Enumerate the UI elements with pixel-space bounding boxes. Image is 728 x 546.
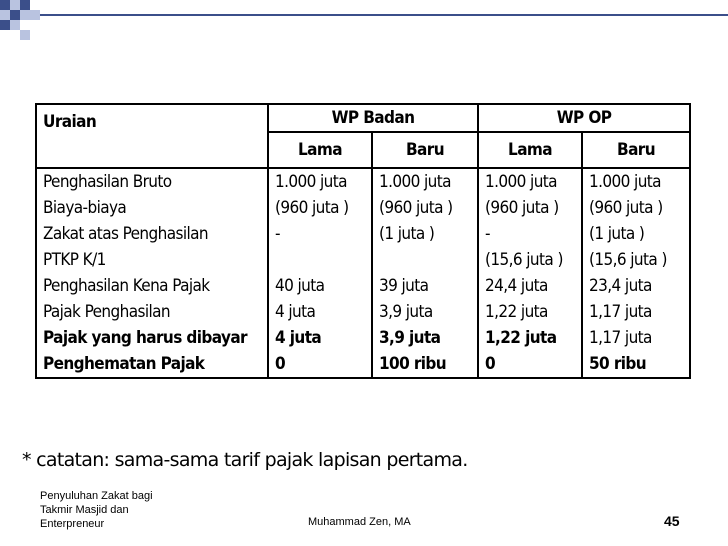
row-label: Pajak yang harus dibayar <box>36 325 268 351</box>
footer-author: Muhammad Zen, MA <box>308 516 411 528</box>
row-value: 0 <box>478 351 582 378</box>
row-value: 40 juta <box>268 273 372 299</box>
footnote: * catatan: sama-sama tarif pajak lapisan pertama. <box>22 449 468 471</box>
row-label: Zakat atas Penghasilan <box>36 221 268 247</box>
row-value: (1 juta ) <box>582 221 690 247</box>
row-value: 1.000 juta <box>268 168 372 195</box>
table-row <box>36 168 690 195</box>
table-body <box>36 168 690 378</box>
header-op-lama: Lama <box>478 132 582 168</box>
row-value: 0 <box>268 351 372 378</box>
table-row <box>36 299 690 325</box>
footer-course-line: Takmir Masjid dan <box>40 504 129 516</box>
row-value: 4 juta <box>268 325 372 351</box>
row-value: 1,17 juta <box>582 325 690 351</box>
row-value: 100 ribu <box>372 351 478 378</box>
header-uraian: Uraian <box>36 104 268 168</box>
table-row <box>36 325 690 351</box>
row-value: 39 juta <box>372 273 478 299</box>
table-row <box>36 351 690 378</box>
row-value: 1,22 juta <box>478 299 582 325</box>
slide-decoration <box>0 0 60 40</box>
table-row <box>36 247 690 273</box>
row-value: 24,4 juta <box>478 273 582 299</box>
row-value: (960 juta ) <box>372 195 478 221</box>
row-value: (960 juta ) <box>268 195 372 221</box>
row-value: 23,4 juta <box>582 273 690 299</box>
row-label: Penghematan Pajak <box>36 351 268 378</box>
row-value: 3,9 juta <box>372 325 478 351</box>
row-value: 4 juta <box>268 299 372 325</box>
row-value <box>372 247 478 273</box>
row-label: Penghasilan Bruto <box>36 168 268 195</box>
row-label: Biaya-biaya <box>36 195 268 221</box>
row-value: (960 juta ) <box>478 195 582 221</box>
row-value <box>268 247 372 273</box>
header-op-baru: Baru <box>582 132 690 168</box>
footer-course-line: Penyuluhan Zakat bagi <box>40 490 153 502</box>
footer-course <box>40 489 200 531</box>
header-badan-lama: Lama <box>268 132 372 168</box>
row-label: Pajak Penghasilan <box>36 299 268 325</box>
row-value: - <box>268 221 372 247</box>
row-value: - <box>478 221 582 247</box>
row-value: (15,6 juta ) <box>478 247 582 273</box>
row-label: Penghasilan Kena Pajak <box>36 273 268 299</box>
header-wp-op: WP OP <box>478 104 690 132</box>
table-row <box>36 221 690 247</box>
row-value: 1.000 juta <box>582 168 690 195</box>
row-value: (960 juta ) <box>582 195 690 221</box>
row-value: (15,6 juta ) <box>582 247 690 273</box>
row-value: 50 ribu <box>582 351 690 378</box>
table-row <box>36 273 690 299</box>
row-value: 1,22 juta <box>478 325 582 351</box>
tax-comparison-table <box>35 103 691 379</box>
row-value: 1,17 juta <box>582 299 690 325</box>
table-row <box>36 195 690 221</box>
footer-course-line: Enterpreneur <box>40 518 105 530</box>
row-value: 1.000 juta <box>478 168 582 195</box>
row-value: 1.000 juta <box>372 168 478 195</box>
top-rule <box>40 14 728 16</box>
row-label: PTKP K/1 <box>36 247 268 273</box>
header-wp-badan: WP Badan <box>268 104 478 132</box>
header-badan-baru: Baru <box>372 132 478 168</box>
row-value: (1 juta ) <box>372 221 478 247</box>
row-value: 3,9 juta <box>372 299 478 325</box>
page-number: 45 <box>664 513 680 529</box>
